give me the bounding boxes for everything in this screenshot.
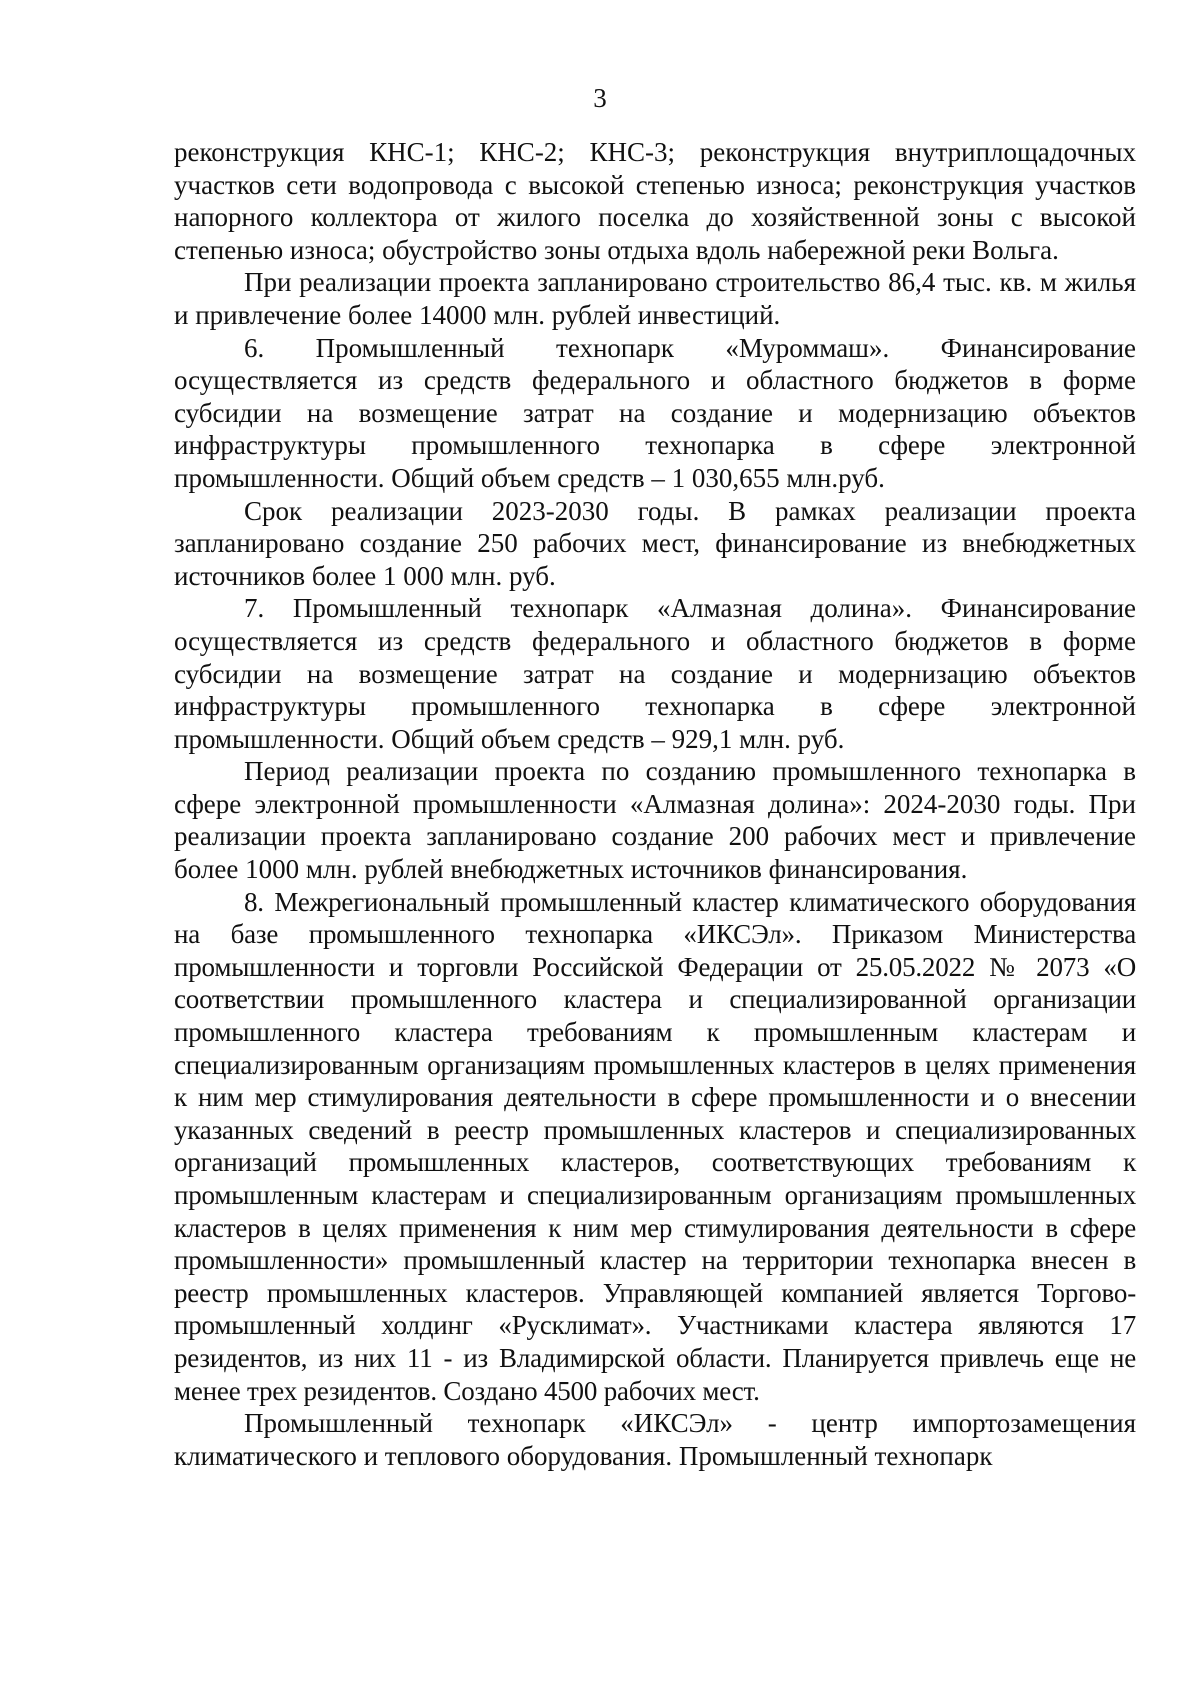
paragraph-item-6-timeline: Срок реализации 2023-2030 годы. В рамках реализации проекта запланировано создание 250 рабочих мест, финансирование из внебюджетных источников более 1 000 млн. руб. <box>174 495 1136 591</box>
page-number: 3 <box>593 83 607 113</box>
paragraph-housing-investment: При реализации проекта запланировано строительство 86,4 тыс. кв. м жилья и привлечение более 14000 млн. рублей инвестиций. <box>174 267 1136 330</box>
paragraph-technopark-ikseel: Промышленный технопарк «ИКСЭл» - центр импортозамещения климатического и теплового оборудования. Промышленный технопарк <box>174 1408 1136 1471</box>
paragraph-item-8-cluster: 8. Межрегиональный промышленный кластер климатического оборудования на базе промышленного технопарка «ИКСЭл». Приказом Министерства промышленности и торговли Российской Федерации от 25.05.2022 № 2073 «О соответствии промышленного кластера и специализированной организации промышленного кластера требованиям к промышленным кластерам и специализированным организациям промышленных кластеров в целях применения к ним мер стимулирования деятельности в сфере промышленности и о внесении указанных сведений в реестр промышленных кластеров и специализированных организаций промышленных кластеров, соответствующих требованиям к промышленным кластерам и специализированным организациям промышленных кластеров в целях применения к ним мер стимулирования деятельности в сфере промышленности» промышленный кластер на территории технопарка внесен в реестр промышленных кластеров. Управляющей компанией является Торгово-промышленный холдинг «Русклимат». Участниками кластера являются 17 резидентов, из них 11 - из Владимирской области. Планируется привлечь еще не менее трех резидентов. Создано 4500 рабочих мест. <box>174 886 1136 1406</box>
document-body <box>174 136 1136 1472</box>
paragraph-item-6-murommash: 6. Промышленный технопарк «Муроммаш». Финансирование осуществляется из средств федерального и областного бюджетов в форме субсидии на возмещение затрат на создание и модернизацию объектов инфраструктуры промышленного технопарка в сфере электронной промышленности. Общий объем средств – 1 030,655 млн.руб. <box>174 332 1136 493</box>
paragraph-continuation-reconstruction: реконструкция КНС-1; КНС-2; КНС-3; реконструкция внутриплощадочных участков сети водопровода с высокой степенью износа; реконструкция участков напорного коллектора от жилого поселка до хозяйственной зоны с высокой степенью износа; обустройство зоны отдыха вдоль набережной реки Вольга. <box>174 137 1136 265</box>
paragraph-item-7-timeline: Период реализации проекта по созданию промышленного технопарка в сфере электронной промышленности «Алмазная долина»: 2024-2030 годы. При реализации проекта запланировано создание 200 рабочих мест и привлечение более 1000 млн. рублей внебюджетных источников финансирования. <box>174 756 1136 885</box>
paragraph-item-7-almaznaya-dolina: 7. Промышленный технопарк «Алмазная долина». Финансирование осуществляется из средств федерального и областного бюджетов в форме субсидии на возмещение затрат на создание и модернизацию объектов инфраструктуры промышленного технопарка в сфере электронной промышленности. Общий объем средств – 929,1 млн. руб. <box>174 593 1136 754</box>
